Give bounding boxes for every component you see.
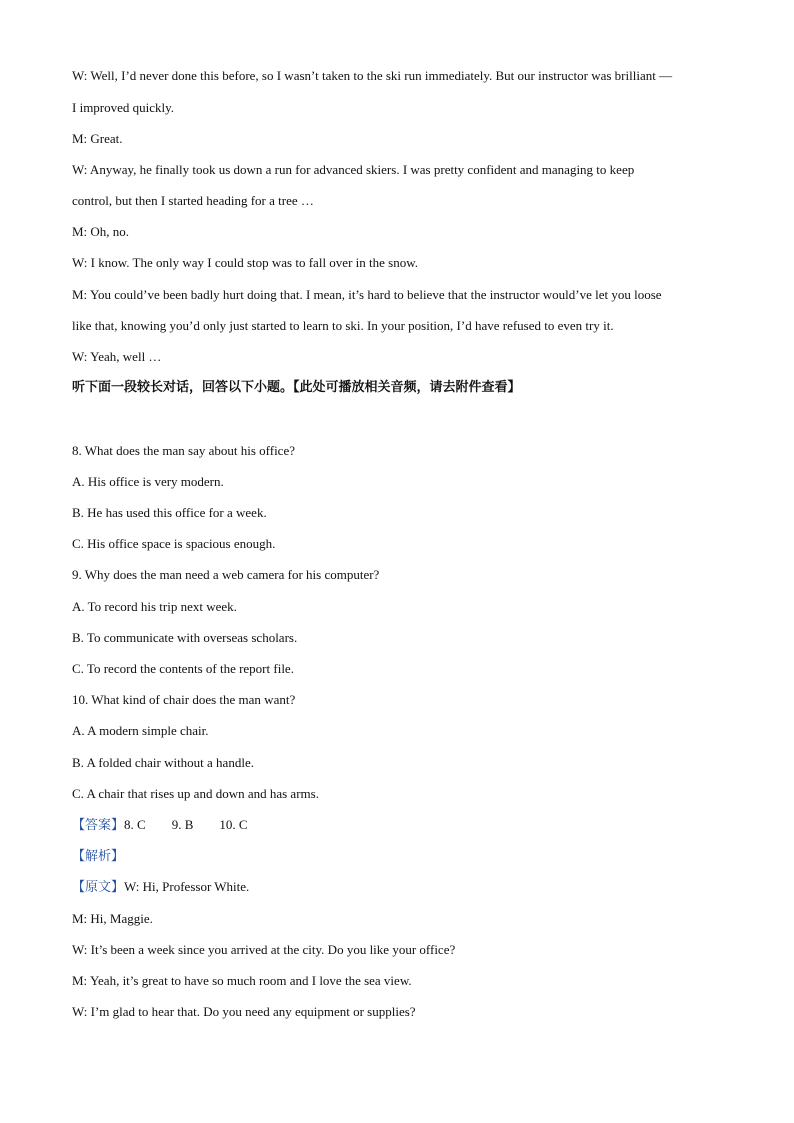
- option-10a: A. A modern simple chair.: [72, 723, 209, 738]
- transcript-line: W: Hi, Professor White.: [124, 879, 250, 894]
- dialogue-line: W: Well, I’d never done this before, so I wasn’t taken to the ski run immediately. But our instructor was brilliant —: [72, 68, 673, 83]
- analysis-label: 【解析】: [72, 849, 125, 864]
- dialogue-line: M: Oh, no.: [72, 224, 130, 239]
- option-8b: B. He has used this office for a week.: [72, 505, 267, 520]
- option-9a: A. To record his trip next week.: [72, 599, 237, 614]
- answer-label: 【答案】: [72, 818, 125, 833]
- option-9c: C. To record the contents of the report file.: [72, 661, 294, 676]
- question-8: 8. What does the man say about his office?: [72, 443, 295, 458]
- analysis-line: [72, 848, 124, 865]
- option-9b: B. To communicate with overseas scholars.: [72, 630, 298, 645]
- question-10: 10. What kind of chair does the man want?: [72, 692, 296, 707]
- dialogue-line: W: Anyway, he finally took us down a run for advanced skiers. I was pretty confident and managing to keep: [72, 162, 635, 177]
- dialogue-line: M: Great.: [72, 131, 123, 146]
- answer-10: 10. C: [219, 817, 248, 832]
- transcript-label: 【原文】: [72, 880, 125, 895]
- listening-instruction: 听下面一段较长对话，回答以下小题。【此处可播放相关音频，请去附件查看】: [72, 380, 521, 395]
- option-10c: C. A chair that rises up and down and has arms.: [72, 786, 319, 801]
- dialogue-line: like that, knowing you’d only just started to learn to ski. In your position, I’d have refused to even try it.: [72, 318, 614, 333]
- question-9: 9. Why does the man need a web camera for his computer?: [72, 567, 380, 582]
- transcript-line: W: I’m glad to hear that. Do you need any equipment or supplies?: [72, 1004, 416, 1019]
- option-8c: C. His office space is spacious enough.: [72, 536, 276, 551]
- dialogue-line: I improved quickly.: [72, 100, 175, 115]
- transcript-line: M: Yeah, it’s great to have so much room and I love the sea view.: [72, 973, 412, 988]
- transcript-line: W: It’s been a week since you arrived at the city. Do you like your office?: [72, 942, 456, 957]
- answer-9: 9. B: [171, 817, 194, 832]
- answer-line: [72, 817, 248, 834]
- option-8a: A. His office is very modern.: [72, 474, 224, 489]
- dialogue-line: M: You could’ve been badly hurt doing that. I mean, it’s hard to believe that the instructor would’ve let you loose: [72, 287, 662, 302]
- transcript-first-line: [72, 879, 249, 896]
- dialogue-line: control, but then I started heading for a tree …: [72, 193, 314, 208]
- option-10b: B. A folded chair without a handle.: [72, 755, 254, 770]
- dialogue-line: W: Yeah, well …: [72, 349, 162, 364]
- answer-8: 8. C: [124, 817, 146, 832]
- dialogue-line: W: I know. The only way I could stop was to fall over in the snow.: [72, 255, 418, 270]
- transcript-line: M: Hi, Maggie.: [72, 911, 153, 926]
